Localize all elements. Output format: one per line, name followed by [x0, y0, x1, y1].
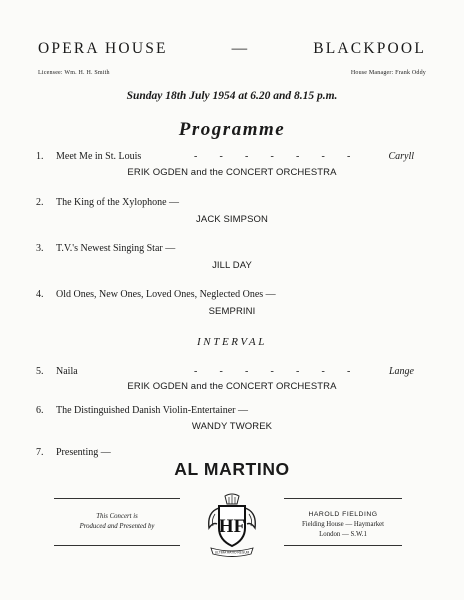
item-performer: WANDY TWOREK — [191, 421, 273, 432]
venue-header — [38, 40, 426, 58]
item-title: The Distinguished Danish Violin-Entertainer — — [56, 405, 248, 416]
item-number: 2. — [36, 197, 44, 208]
item-title: Meet Me in St. Louis — [56, 151, 142, 162]
producer-address-line: Fielding House — Haymarket — [301, 521, 385, 528]
footer-rule-left-bottom — [54, 545, 180, 546]
item-number: 1. — [36, 151, 44, 162]
producer-address-line: London — S.W.1 — [319, 531, 367, 538]
licensee-text: Licensee: Wm. H. H. Smith — [38, 70, 110, 76]
leader-dashes: - - - - - - - — [194, 151, 351, 162]
item-title: The King of the Xylophone — — [56, 197, 180, 208]
producer-credit-right — [284, 510, 402, 540]
item-performer: ERIK OGDEN and the CONCERT ORCHESTRA — [127, 381, 337, 392]
item-performer: JILL DAY — [212, 260, 252, 271]
item-title: Old Ones, New Ones, Loved Ones, Neglected Ones — — [56, 289, 276, 300]
performance-date: Sunday 18th July 1954 at 6.20 and 8.15 p.m. — [126, 90, 338, 102]
crest-icon — [203, 492, 261, 558]
house-manager-text: House Manager: Frank Oddy — [350, 70, 426, 76]
headline-performer: AL MARTINO — [174, 459, 290, 479]
venue-city: BLACKPOOL — [313, 40, 426, 57]
item-number: 5. — [36, 366, 44, 377]
item-title: Naila — [56, 366, 78, 377]
credit-line: This Concert is — [96, 513, 138, 520]
logo-motto: ULTIMA RATIO REGUM — [214, 550, 250, 555]
item-performer: SEMPRINI — [208, 306, 256, 317]
item-composer: Caryll — [388, 151, 414, 162]
venue-name: OPERA HOUSE — [38, 40, 168, 57]
venue-dash: — — [231, 40, 250, 57]
credit-line: Produced and Presented by — [79, 523, 155, 530]
footer-rule-left-top — [54, 498, 180, 499]
item-performer: ERIK OGDEN and the CONCERT ORCHESTRA — [127, 167, 337, 178]
item-number: 6. — [36, 405, 44, 416]
item-number: 7. — [36, 447, 44, 458]
item-number: 4. — [36, 289, 44, 300]
item-performer: JACK SIMPSON — [196, 214, 268, 225]
footer-rule-right-bottom — [284, 545, 402, 546]
logo-monogram: HF — [218, 516, 246, 537]
footer-rule-right-top — [284, 498, 402, 499]
producer-name: HAROLD FIELDING — [308, 511, 378, 518]
leader-dashes: - - - - - - - — [194, 366, 351, 377]
item-title: T.V.'s Newest Singing Star — — [56, 243, 176, 254]
producer-credit-left — [54, 512, 180, 532]
item-title: Presenting — — [56, 447, 111, 458]
item-composer: Lange — [389, 366, 414, 377]
staff-line — [38, 70, 426, 76]
interval-heading: INTERVAL — [197, 336, 267, 348]
programme-title: Programme — [178, 119, 286, 140]
item-number: 3. — [36, 243, 44, 254]
